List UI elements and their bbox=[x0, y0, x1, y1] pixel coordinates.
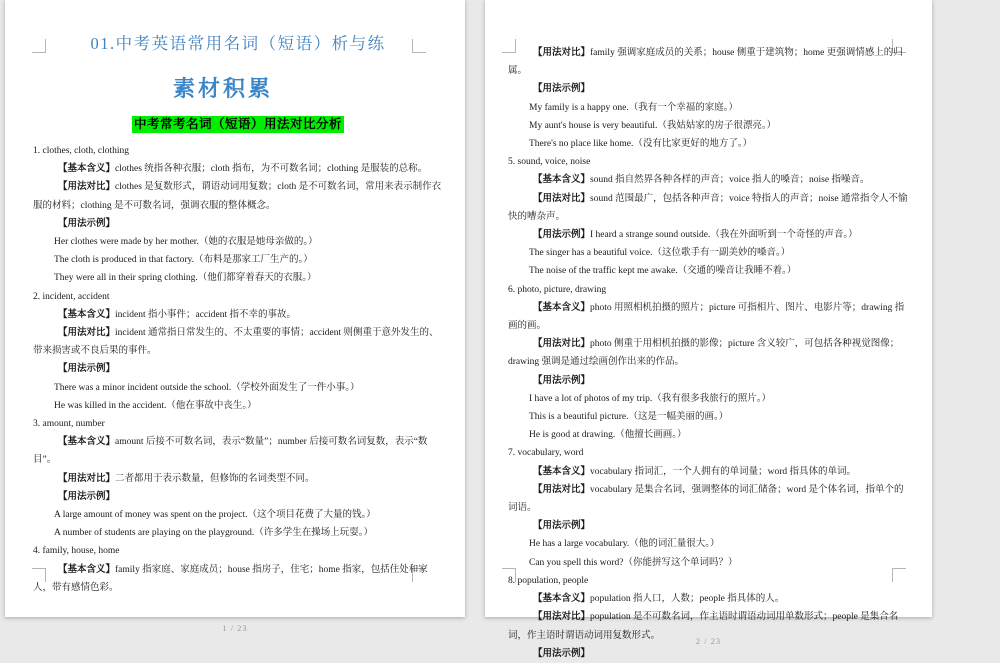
paragraph-label: 【用法对比】 bbox=[533, 48, 591, 58]
paragraph-text: I have a lot of photos of my trip.（我有很多我旅行的照片。） bbox=[529, 393, 771, 404]
paragraph bbox=[508, 590, 908, 608]
paragraph bbox=[33, 288, 443, 306]
paragraph-text: family 指家庭、家庭成员；house 指房子，住宅；home 指家，包括住处和家人，带有感情色彩。 bbox=[33, 564, 428, 593]
paragraph bbox=[508, 517, 908, 535]
paragraph-text: 5. sound, voice, noise bbox=[508, 157, 591, 168]
paragraph-label: 【用法对比】 bbox=[533, 193, 591, 204]
paragraph-text: He is good at drawing.（他擅长画画。） bbox=[529, 430, 687, 441]
paragraph-label: 【用法对比】 bbox=[58, 182, 116, 193]
paragraph bbox=[33, 488, 443, 506]
paragraph-text: sound 指自然界各种各样的声音；voice 指人的嗓音；noise 指噪音。 bbox=[590, 175, 870, 186]
paragraph-label: 【基本含义】 bbox=[58, 564, 116, 575]
paragraph-text: 1. clothes, cloth, clothing bbox=[33, 146, 130, 156]
paragraph bbox=[508, 117, 908, 135]
paragraph-label: 【用法示例】 bbox=[533, 84, 591, 95]
paragraph-text: sound 范围最广，包括各种声音；voice 特指人的声音；noise 通常指令人不愉快的嘈杂声。 bbox=[508, 193, 908, 222]
page-number: 1 / 23 bbox=[222, 623, 248, 633]
paragraph bbox=[508, 426, 908, 444]
paragraph bbox=[508, 299, 908, 335]
paragraph-label: 【用法示例】 bbox=[58, 364, 116, 375]
paragraph bbox=[508, 408, 908, 426]
page-1[interactable] bbox=[5, 0, 465, 633]
paragraph bbox=[33, 233, 443, 251]
page-1-body bbox=[33, 142, 443, 597]
paragraph-text: 3. amount, number bbox=[33, 419, 105, 430]
paragraph bbox=[508, 645, 908, 663]
paragraph-label: 【用法对比】 bbox=[58, 473, 116, 484]
paragraph-text: vocabulary 指词汇，一个人拥有的单词量；word 指具体的单词。 bbox=[590, 466, 856, 477]
paragraph-text: He has a large vocabulary.（他的词汇量很大。） bbox=[529, 539, 720, 550]
paragraph-label: 【用法示例】 bbox=[533, 648, 591, 659]
paragraph-label: 【基本含义】 bbox=[533, 302, 591, 313]
paragraph-label: 【用法示例】 bbox=[58, 218, 116, 229]
paragraph bbox=[508, 572, 908, 590]
paragraph-text: clothes 统指各种衣服；cloth 指布，为不可数名词；clothing 是服装的总称。 bbox=[115, 164, 428, 175]
paragraph-text: clothes 是复数形式，谓语动词用复数；cloth 是不可数名词，常用来表示制作衣服的材料；clothing 是不可数名词，强调衣服的整体概念。 bbox=[33, 182, 442, 211]
paragraph-text: A large amount of money was spent on the project.（这个项目花费了大量的钱。） bbox=[54, 510, 376, 521]
page-number: 2 / 23 bbox=[695, 636, 722, 646]
paragraph-label: 【用法对比】 bbox=[533, 484, 591, 495]
paragraph bbox=[33, 561, 443, 597]
paragraph bbox=[33, 379, 443, 397]
paragraph bbox=[508, 372, 908, 390]
paragraph-text: I heard a strange sound outside.（我在外面听到一个奇怪的声音。） bbox=[590, 230, 858, 241]
paragraph bbox=[33, 251, 443, 269]
paragraph-label: 【用法对比】 bbox=[58, 328, 116, 339]
paragraph bbox=[508, 444, 908, 462]
document-title: 01.中考英语常用名词（短语）析与练 bbox=[90, 34, 386, 53]
paragraph-text: 6. photo, picture, drawing bbox=[508, 284, 607, 295]
paragraph-text: photo 用照相机拍摄的照片；picture 可指相片、图片、电影片等；drawing 指画的画。 bbox=[508, 302, 905, 332]
paragraph bbox=[508, 135, 908, 153]
paragraph-text: population 指人口，人数；people 指具体的人。 bbox=[590, 594, 785, 605]
paragraph bbox=[508, 463, 908, 481]
paragraph bbox=[33, 542, 443, 560]
paragraph bbox=[508, 80, 908, 98]
paragraph-text: 8. population, people bbox=[508, 575, 589, 586]
page-2[interactable] bbox=[485, 0, 932, 659]
paragraph bbox=[508, 390, 908, 408]
paragraph-label: 【基本含义】 bbox=[58, 309, 116, 320]
paragraph bbox=[508, 554, 908, 572]
paragraph-label: 【用法示例】 bbox=[533, 230, 591, 241]
paragraph-text: Can you spell this word?（你能拼写这个单词吗？） bbox=[529, 557, 738, 568]
page-2-body bbox=[508, 44, 908, 663]
paragraph bbox=[508, 335, 908, 371]
paragraph-text: The noise of the traffic kept me awake.（交通的噪音让我睡不着。） bbox=[529, 266, 797, 277]
paragraph bbox=[508, 262, 908, 280]
paragraph-label: 【基本含义】 bbox=[533, 175, 591, 186]
paragraph-text: 2. incident, accident bbox=[33, 291, 110, 302]
banner-text: 素材积累 bbox=[172, 75, 273, 101]
paragraph bbox=[508, 171, 908, 189]
paragraph bbox=[33, 470, 443, 488]
paragraph bbox=[33, 178, 443, 214]
paragraph bbox=[508, 281, 908, 299]
paragraph bbox=[33, 269, 443, 287]
paragraph bbox=[508, 99, 908, 117]
paragraph-text: population 是不可数名词，作主语时谓语动词用单数形式；people 是集合名词，作主语时谓语动词用复数形式。 bbox=[508, 612, 899, 641]
paragraph bbox=[33, 160, 443, 178]
paragraph-text: He was killed in the accident.（他在事故中丧生。） bbox=[54, 400, 257, 411]
paragraph bbox=[33, 215, 443, 233]
paragraph bbox=[508, 535, 908, 553]
paragraph-text: family 强调家庭成员的关系；house 侧重于建筑物；home 更强调情感上的归属。 bbox=[508, 48, 903, 77]
paragraph-label: 【用法对比】 bbox=[533, 339, 591, 350]
paragraph-text: 4. family, house, home bbox=[33, 546, 120, 557]
paragraph-text: The singer has a beautiful voice.（这位歌手有一副美妙的嗓音。） bbox=[529, 248, 791, 259]
paragraph bbox=[508, 153, 908, 171]
paragraph-label: 【用法示例】 bbox=[58, 491, 116, 502]
paragraph bbox=[33, 433, 443, 469]
paragraph-text: amount 后接不可数名词，表示“数量”；number 后接可数名词复数，表示“数目”。 bbox=[33, 437, 428, 466]
paragraph-text: vocabulary 是集合名词，强调整体的词汇储备；word 是个体名词，指单个的词语。 bbox=[508, 484, 904, 514]
paragraph-label: 【基本含义】 bbox=[58, 164, 116, 175]
paragraph-text: A number of students are playing on the playground.（许多学生在操场上玩耍。） bbox=[54, 528, 374, 539]
paragraph-text: They were all in their spring clothing.（他们都穿着春天的衣服。） bbox=[54, 273, 317, 284]
paragraph-text: 7. vocabulary, word bbox=[508, 448, 584, 459]
paragraph bbox=[508, 244, 908, 262]
paragraph-label: 【用法示例】 bbox=[533, 521, 591, 532]
paragraph-text: incident 指小事件；accident 指不幸的事故。 bbox=[115, 309, 297, 320]
paragraph bbox=[508, 190, 908, 226]
paragraph bbox=[508, 481, 908, 517]
paragraph-label: 【用法对比】 bbox=[533, 612, 591, 623]
paragraph-text: My family is a happy one.（我有一个幸福的家庭。） bbox=[529, 102, 738, 113]
paragraph-label: 【基本含义】 bbox=[533, 466, 591, 477]
highlight-heading-row bbox=[33, 115, 443, 133]
paragraph bbox=[33, 397, 443, 415]
highlight-heading: 中考常考名词（短语）用法对比分析 bbox=[133, 117, 342, 131]
paragraph bbox=[33, 506, 443, 524]
paragraph-text: My aunt's house is very beautiful.（我姑姑家的房子很漂亮。） bbox=[529, 120, 777, 131]
paragraph-text: Her clothes were made by her mother.（她的衣服是她母亲做的。） bbox=[54, 237, 318, 248]
page-1-content bbox=[5, 31, 465, 648]
material-banner bbox=[33, 72, 443, 102]
paragraph-label: 【基本含义】 bbox=[58, 437, 116, 448]
paragraph bbox=[508, 226, 908, 244]
paragraph bbox=[33, 324, 443, 360]
paragraph-text: photo 侧重于用相机拍摄的影像；picture 含义较广，可包括各种视觉图像；drawing 强调是通过绘画创作出来的作品。 bbox=[508, 339, 900, 368]
paragraph-text: This is a beautiful picture.（这是一幅美丽的画。） bbox=[529, 412, 729, 423]
paragraph-label: 【基本含义】 bbox=[533, 594, 591, 605]
page-2-content bbox=[485, 44, 932, 661]
paragraph-text: 二者都用于表示数量，但修饰的名词类型不同。 bbox=[115, 473, 315, 484]
paragraph-label: 【用法示例】 bbox=[533, 375, 591, 386]
paragraph bbox=[33, 142, 443, 160]
paragraph bbox=[33, 306, 443, 324]
paragraph-text: There was a minor incident outside the school.（学校外面发生了一件小事。） bbox=[54, 382, 360, 393]
paragraph-text: There's no place like home.（没有比家更好的地方了。） bbox=[529, 139, 753, 150]
paragraph bbox=[33, 360, 443, 378]
paragraph-text: The cloth is produced in that factory.（布料是那家工厂生产的。） bbox=[54, 255, 313, 266]
paragraph bbox=[33, 415, 443, 433]
paragraph bbox=[508, 44, 908, 80]
paragraph-text: incident 通常指日常发生的、不太重要的事情；accident 则侧重于意外发生的、带来损害或不良后果的事件。 bbox=[33, 328, 439, 357]
paragraph bbox=[33, 524, 443, 542]
